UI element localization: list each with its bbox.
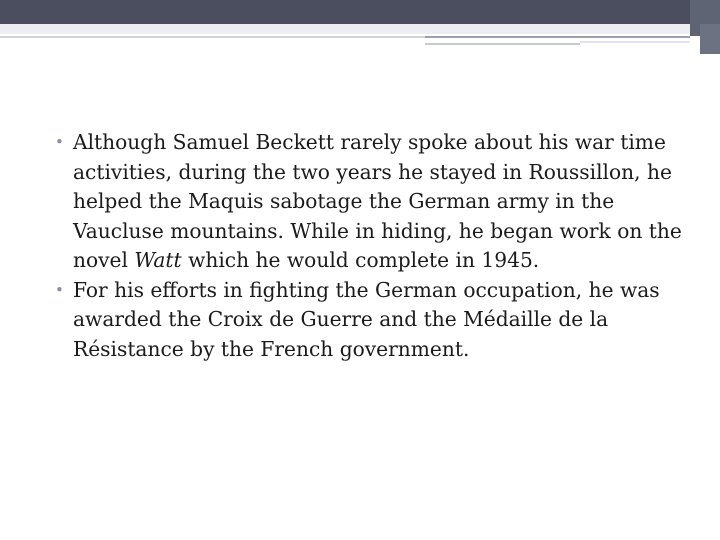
decorative-rule	[425, 43, 580, 45]
bullet-icon: •	[55, 280, 64, 299]
top-accent-band	[0, 24, 690, 34]
bullet-item	[52, 276, 692, 365]
top-banner	[0, 0, 720, 24]
bullet-text: Although Samuel Beckett rarely spoke about his war time activities, during the two years he stayed in Roussillon, he helped the Maquis sabotage the German army in the Vaucluse mountains. While in hiding, he began work on the novel	[73, 130, 682, 272]
slide-body	[52, 128, 692, 364]
bullet-text-end: which he would complete in 1945.	[181, 248, 540, 272]
decorative-rule	[580, 41, 690, 43]
bullet-list	[52, 128, 692, 364]
bullet-icon: •	[55, 133, 64, 151]
bullet-item	[52, 128, 692, 276]
bullet-text: For his efforts in fighting the German occupation, he was awarded the Croix de Guerre and the Médaille de la Résistance by the French government.	[73, 277, 660, 361]
decorative-rule	[425, 36, 690, 38]
decorative-rule	[0, 36, 425, 38]
top-accent-block	[700, 24, 720, 54]
novel-title: Watt	[134, 248, 182, 272]
